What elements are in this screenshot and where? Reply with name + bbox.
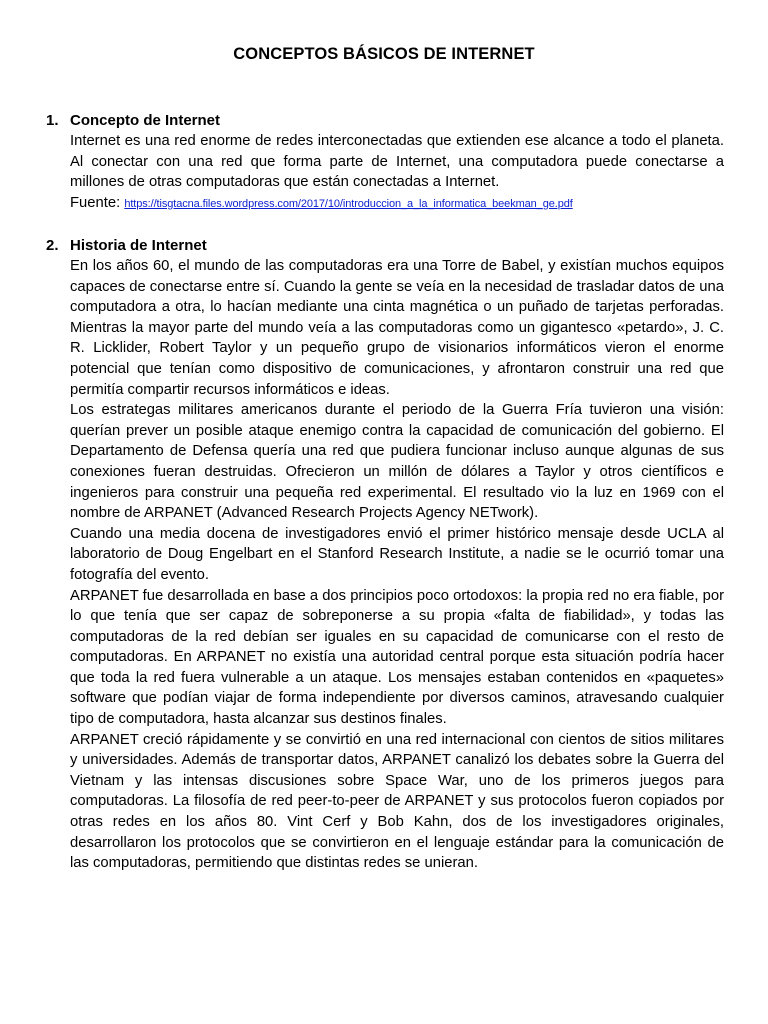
paragraph: En los años 60, el mundo de las computadoras era una Torre de Babel, y existían muchos equipos capaces de conectarse entre sí. Cuando la gente se veía en la necesidad de trasladar datos de una computadora a otra, lo hacían mediante una cinta magnética o un puñado de tarjetas perforadas. Mientras la mayor parte del mundo veía a las computadoras como un gigantesco «petardo», J. C. R. Licklider, Robert Taylor y un pequeño grupo de visionarios informáticos vieron el enorme potencial que tenían como dispositivo de comunicaciones, y afrontaron construir una red que permitía compartir recursos informáticos e ideas.: [70, 258, 724, 398]
document-title: CONCEPTOS BÁSICOS DE INTERNET: [233, 45, 535, 63]
paragraph: Cuando una media docena de investigadores envió el primer histórico mensaje desde UCLA al laboratorio de Doug Engelbart en el Stanford Research Institute, a nadie se le ocurrió tomar una fotografía del evento.: [70, 525, 724, 583]
source-label: Fuente:: [70, 194, 121, 211]
paragraph: Internet es una red enorme de redes interconectadas que extienden ese alcance a todo el planeta. Al conectar con una red que forma parte de Internet, una computadora puede conectarse a millones de otras computadoras que están conectadas a Internet.: [70, 133, 724, 191]
section-historia: [46, 236, 724, 874]
paragraph: ARPANET fue desarrollada en base a dos principios poco ortodoxos: la propia red no era fiable, por lo que tenía que ser capaz de sobreponerse a su propia «falta de fiabilidad», y todas las computadoras de la red debían ser iguales en su capacidad de comunicarse con el resto de computadoras. En ARPANET no existía una autoridad central porque esta situación podría hacer que toda la red fuera vulnerable a un ataque. Los mensajes estaban contenidos en «paquetes» software que podían viajar de forma independiente por diversos caminos, atravesando cualquier tipo de computadora, hasta alcanzar sus destinos finales.: [70, 587, 724, 728]
section-number: 1.: [46, 112, 59, 129]
paragraph: ARPANET creció rápidamente y se convirtió en una red internacional con cientos de sitios militares y universidades. Además de transportar datos, ARPANET canalizó los debates sobre la Guerra del Vietnam y las intensas discusiones sobre Space War, uno de los primeros juegos para computadoras. La filosofía de red peer-to-peer de ARPANET y sus protocolos fueron copiados por otras redes en los años 80. Vint Cerf y Bob Kahn, dos de los investigadores originales, desarrollaron los protocolos que se convirtieron en el lenguaje estándar para la comunicación de las computadoras, permitiendo que distintas redes se unieran.: [70, 731, 724, 872]
section-number: 2.: [46, 237, 59, 254]
source-line: [70, 193, 724, 215]
source-link[interactable]: https://tisgtacna.files.wordpress.com/2017/10/introduccion_a_la_informatica_beekman_ge.pdf: [124, 197, 573, 210]
section-title: Historia de Internet: [70, 237, 207, 254]
paragraph: Los estrategas militares americanos durante el periodo de la Guerra Fría tuvieron una visión: querían prever un posible ataque enemigo contra la capacidad de comunicación del gobierno. El Departamento de Defensa quería una red que pudiera funcionar incluso aunque algunas de sus conexiones fueran destruidas. Ofrecieron un millón de dólares a Taylor y otros científicos e ingenieros para construir una pequeña red experimental. El resultado vio la luz en 1969 con el nombre de ARPANET (Advanced Research Projects Agency NETwork).: [70, 402, 724, 522]
section-title: Concepto de Internet: [70, 112, 221, 129]
section-concepto: [46, 111, 724, 214]
section-heading: [46, 236, 724, 256]
section-body: [70, 131, 724, 214]
section-body: [70, 256, 724, 874]
section-heading: [46, 111, 724, 131]
